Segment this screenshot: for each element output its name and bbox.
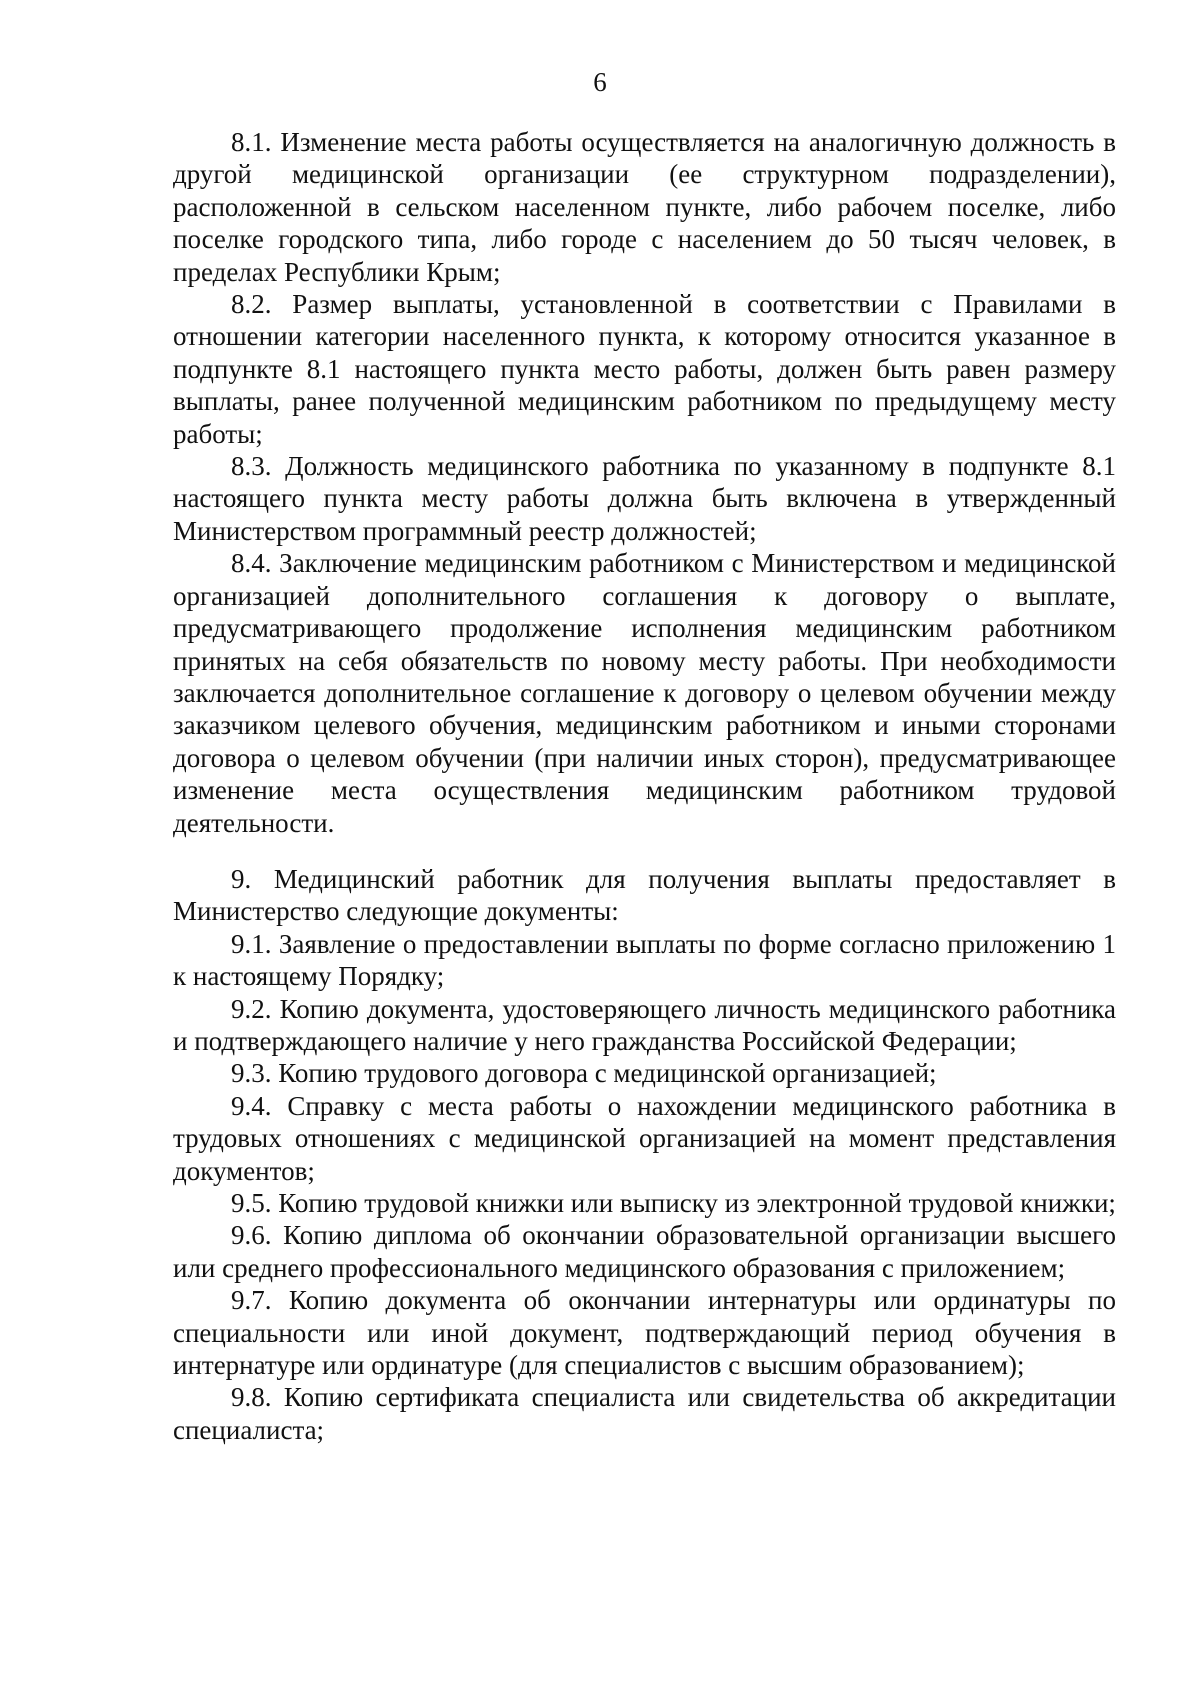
paragraph-9-6: 9.6. Копию диплома об окончании образовательной организации высшего или среднего профессионального медицинского образования с приложением; — [173, 1220, 1116, 1283]
paragraph-9-2: 9.2. Копию документа, удостоверяющего личность медицинского работника и подтверждающего наличие у него гражданства Российской Федерации; — [173, 993, 1116, 1056]
paragraph-9-4: 9.4. Справку с места работы о нахождении медицинского работника в трудовых отношениях с медицинской организацией на момент представления документов; — [173, 1090, 1116, 1186]
paragraph-8-3: 8.3. Должность медицинского работника по указанному в подпункте 8.1 настоящего пункта месту работы должна быть включена в утвержденный Министерством программный реестр должностей; — [173, 451, 1116, 546]
paragraph-9-7: 9.7. Копию документа об окончании интернатуры или ординатуры по специальности или иной документ, подтверждающий период обучения в интернатуре или ординатуре (для специалистов с высшим образованием); — [173, 1285, 1116, 1381]
document-body — [173, 126, 1116, 1446]
paragraph-9-5: 9.5. Копию трудовой книжки или выписку из электронной трудовой книжки; — [231, 1188, 1116, 1218]
paragraph-8-1: 8.1. Изменение места работы осуществляется на аналогичную должность в другой медицинской организации (ее структурном подразделении), расположенной в сельском населенном пункте, либо рабочем поселке, либо поселке городского типа, либо городе с населением до 50 тысяч человек, в пределах Республики Крым; — [173, 127, 1116, 287]
section-gap — [173, 839, 1116, 863]
paragraph-9-intro: 9. Медицинский работник для получения выплаты предоставляет в Министерство следующие документы: — [173, 863, 1116, 927]
paragraph-8-2: 8.2. Размер выплаты, установленной в соответствии с Правилами в отношении категории населенного пункта, к которому относится указанное в подпункте 8.1 настоящего пункта место работы, должен быть равен размеру выплаты, ранее полученной медицинским работником по предыдущему месту работы; — [173, 289, 1116, 449]
paragraph-9-3: 9.3. Копию трудового договора с медицинской организацией; — [231, 1058, 937, 1089]
paragraph-8-4: 8.4. Заключение медицинским работником с Министерством и медицинской организацией дополнительного соглашения к договору о выплате, предусматривающего продолжение исполнения медицинским работником принятых на себя обязательств по новому месту работы. При необходимости заключается дополнительное соглашение к договору о целевом обучении между заказчиком целевого обучения, медицинским работником и иными сторонами договора о целевом обучении (при наличии иных сторон), предусматривающее изменение места осуществления медицинским работником трудовой деятельности. — [173, 548, 1116, 838]
page-number: 6 — [593, 67, 607, 97]
paragraph-9-1: 9.1. Заявление о предоставлении выплаты по форме согласно приложению 1 к настоящему Порядку; — [173, 928, 1116, 992]
paragraph-9-8: 9.8. Копию сертификата специалиста или свидетельства об аккредитации специалиста; — [173, 1382, 1116, 1445]
